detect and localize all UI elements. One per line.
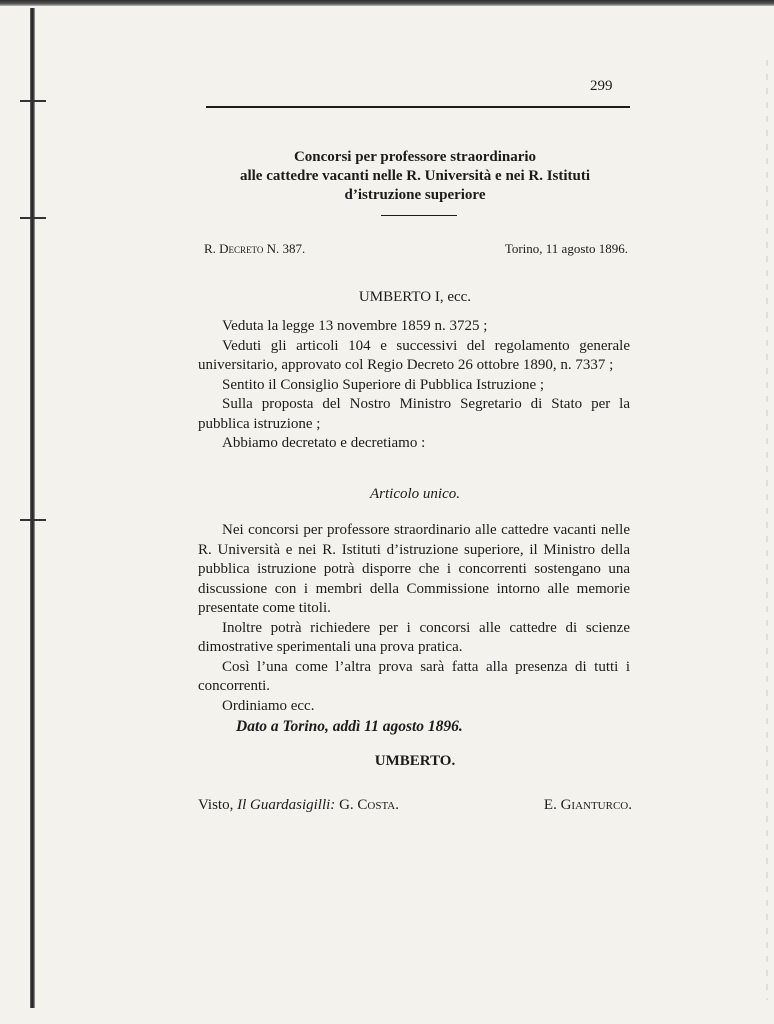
decree-place-date: Torino, 11 agosto 1896. <box>504 241 628 256</box>
minister-signature: E. Gianturco. <box>543 797 632 813</box>
visto-line: Visto, Il Guardasigilli: G. Costa. <box>198 797 400 813</box>
right-page-edge <box>766 60 768 1000</box>
document-title <box>198 148 632 205</box>
king-heading: UMBERTO I, ecc. <box>358 289 472 305</box>
binding-mark <box>20 213 46 223</box>
article-paragraph: Così l’una come l’altra prova sarà fatta alla presenza di tutti i concorrenti. <box>198 658 630 694</box>
preamble-paragraph: Abbiamo decretato e decretiamo : <box>222 435 426 451</box>
preamble-paragraph: Sentito il Consiglio Superiore di Pubblica Istruzione ; <box>222 376 545 393</box>
preamble-paragraph: Sulla proposta del Nostro Ministro Segretario di Stato per la pubblica istruzione ; <box>198 396 630 432</box>
title-line: Concorsi per professore straordinario <box>293 149 537 165</box>
title-line: d’istruzione superiore <box>344 187 486 203</box>
top-page-edge <box>0 0 774 6</box>
header-rule <box>206 106 630 108</box>
book-binding-edge <box>30 8 35 1008</box>
article-heading: Articolo unico. <box>370 486 460 502</box>
article-paragraph: Nei concorsi per professore straordinario alle cattedre vacanti nelle R. Università e nei R. Istituti d’istruzione superiore, il Ministro della pubblica istruzione potrà disporre che i concorrenti sostengano una discussione con i membri della Commissione intorno alle memorie presentate come titoli. <box>198 522 630 616</box>
dated-line: Dato a Torino, addì 11 agosto 1896. <box>236 718 463 735</box>
binding-mark <box>20 515 46 525</box>
preamble-paragraph: Veduti gli articoli 104 e successivi del regolamento generale universitario, approvato col Regio Decreto 26 ottobre 1890, n. 7337 ; <box>198 337 630 373</box>
preamble <box>198 317 630 454</box>
title-line: alle cattedre vacanti nelle R. Università e nei R. Istituti <box>239 168 591 184</box>
decree-number: R. Decreto N. 387. <box>204 241 306 256</box>
royal-signature: UMBERTO. <box>374 753 456 769</box>
article-paragraph: Ordiniamo ecc. <box>222 697 315 714</box>
binding-mark <box>20 96 46 106</box>
article-body <box>198 521 630 716</box>
preamble-paragraph: Veduta la legge 13 novembre 1859 n. 3725 ; <box>222 318 488 334</box>
article-paragraph: Inoltre potrà richiedere per i concorsi alle cattedre di scienze dimostrative sperimentali una prova pratica. <box>198 619 630 655</box>
title-rule <box>381 215 457 216</box>
page-number: 299 <box>590 78 613 94</box>
